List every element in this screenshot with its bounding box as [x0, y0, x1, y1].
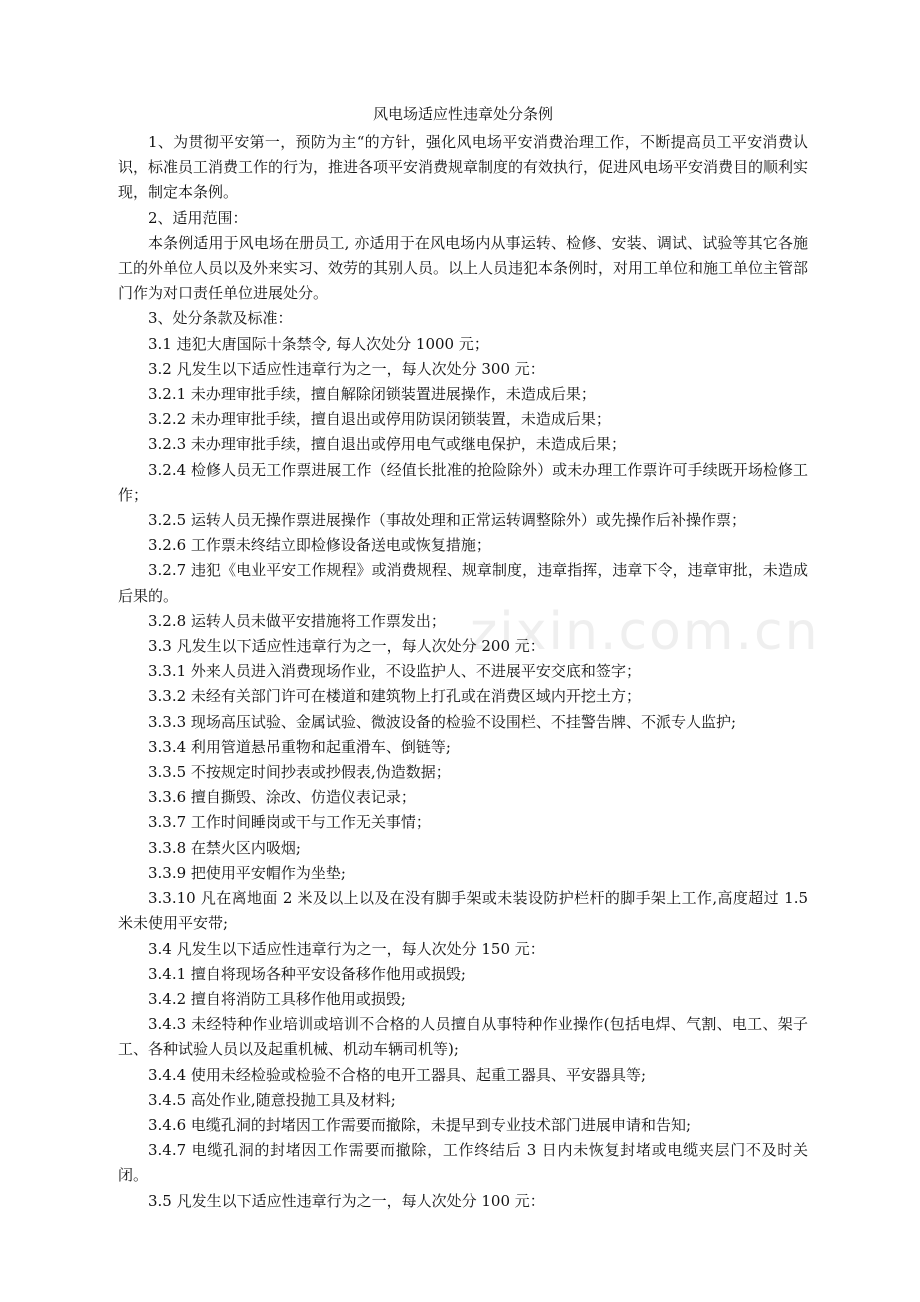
paragraph: 3.4.1 擅自将现场各种平安设备移作他用或损毁; [148, 964, 466, 983]
paragraph: 3.2.4 检修人员无工作票进展工作（经值长批准的抢险除外）或未办理工作票许可手续既开场检修工作； [118, 460, 808, 504]
document-title: 风电场适应性违章处分条例 [372, 105, 553, 123]
paragraph: 3.2.7 违犯《电业平安工作规程》或消费规程、规章制度，违章指挥，违章下令，违章审批，未造成后果的。 [118, 561, 808, 605]
paragraph: 3.3.6 擅自撕毁、涂改、仿造仪表记录； [148, 788, 416, 807]
paragraph: 3.3.8 在禁火区内吸烟; [148, 838, 301, 857]
paragraph: 3.5 凡发生以下适应性违章行为之一，每人次处分 100 元： [148, 1191, 545, 1210]
paragraph: 3.2.3 未办理审批手续，擅自退出或停用电气或继电保护，未造成后果； [148, 435, 626, 454]
paragraph: 3.3.2 未经有关部门许可在楼道和建筑物上打孔或在消费区域内开挖土方； [148, 687, 641, 706]
paragraph: 3.3.3 现场高压试验、金属试验、微波设备的检验不设围栏、不挂警告牌、不派专人监护; [148, 712, 736, 731]
paragraph: 3.3.5 不按规定时间抄表或抄假表,伪造数据； [148, 763, 451, 782]
paragraph: 3.2.8 运转人员未做平安措施将工作票发出； [148, 611, 446, 630]
paragraph: 3.3.10 凡在离地面 2 米及以上以及在没有脚手架或未装设防护栏杆的脚手架上工作,高度超过 1.5 米未使用平安带; [118, 889, 808, 933]
paragraph: 3.4 凡发生以下适应性违章行为之一，每人次处分 150 元： [148, 939, 545, 958]
paragraph: 3、处分条款及标准： [148, 309, 293, 328]
paragraph: 3.2.1 未办理审批手续，擅自解除闭锁装置进展操作，未造成后果； [148, 385, 596, 404]
paragraph: 3.4.2 擅自将消防工具移作他用或损毁; [148, 989, 406, 1008]
paragraph: 3.3.1 外来人员进入消费现场作业，不设监护人、不进展平安交底和签字； [148, 662, 641, 681]
paragraph: 3.4.5 高处作业,随意投抛工具及材料; [148, 1090, 396, 1109]
document-content [118, 102, 808, 1214]
paragraph: 3.4.4 使用未经检验或检验不合格的电开工器具、起重工器具、平安器具等; [148, 1065, 646, 1084]
paragraph: 2、适用范围： [148, 208, 248, 227]
paragraph: 3.1 违犯大唐国际十条禁令, 每人次处分 1000 元； [148, 334, 489, 353]
document-body [118, 130, 808, 1214]
paragraph: 3.3.4 利用管道悬吊重物和起重滑车、倒链等; [148, 737, 451, 756]
paragraph: 本条例适用于风电场在册员工, 亦适用于在风电场内从事运转、检修、安装、调试、试验等其它各施工的外单位人员以及外来实习、效劳的其别人员。以上人员违犯本条例时，对用工单位和施工单位主管部门作为对口责任单位进展处分。 [118, 233, 809, 303]
paragraph: 3.4.3 未经特种作业培训或培训不合格的人员擅自从事特种作业操作(包括电焊、气割、电工、架子工、各种试验人员以及起重机械、机动车辆司机等); [118, 1015, 808, 1059]
paragraph: 3.2 凡发生以下适应性违章行为之一，每人次处分 300 元： [148, 359, 545, 378]
paragraph: 3.3.9 把使用平安帽作为坐垫; [148, 863, 346, 882]
paragraph: 3.2.6 工作票未终结立即检修设备送电或恢复措施； [148, 536, 491, 555]
paragraph: 3.3 凡发生以下适应性违章行为之一，每人次处分 200 元： [148, 637, 545, 656]
paragraph: 3.3.7 工作时间睡岗或干与工作无关事情； [148, 813, 431, 832]
paragraph: 3.2.5 运转人员无操作票进展操作（事故处理和正常运转调整除外）或先操作后补操作票； [148, 511, 746, 530]
watermark: zixin.com.cn [470, 602, 820, 662]
paragraph: 1、为贯彻平安第一，预防为主“的方针，强化风电场平安消费治理工作，不断提高员工平安消费认识，标准员工消费工作的行为，推进各项平安消费规章制度的有效执行，促进风电场平安消费目的顺利实现，制定本条例。 [118, 133, 809, 202]
paragraph: 3.2.2 未办理审批手续，擅自退出或停用防误闭锁装置，未造成后果； [148, 410, 611, 429]
paragraph: 3.4.7 电缆孔洞的封堵因工作需要而撤除，工作终结后 3 日内未恢复封堵或电缆夹层门不及时关闭。 [118, 1141, 808, 1185]
paragraph: 3.4.6 电缆孔洞的封堵因工作需要而撤除，未提早到专业技术部门进展申请和告知; [148, 1115, 691, 1134]
